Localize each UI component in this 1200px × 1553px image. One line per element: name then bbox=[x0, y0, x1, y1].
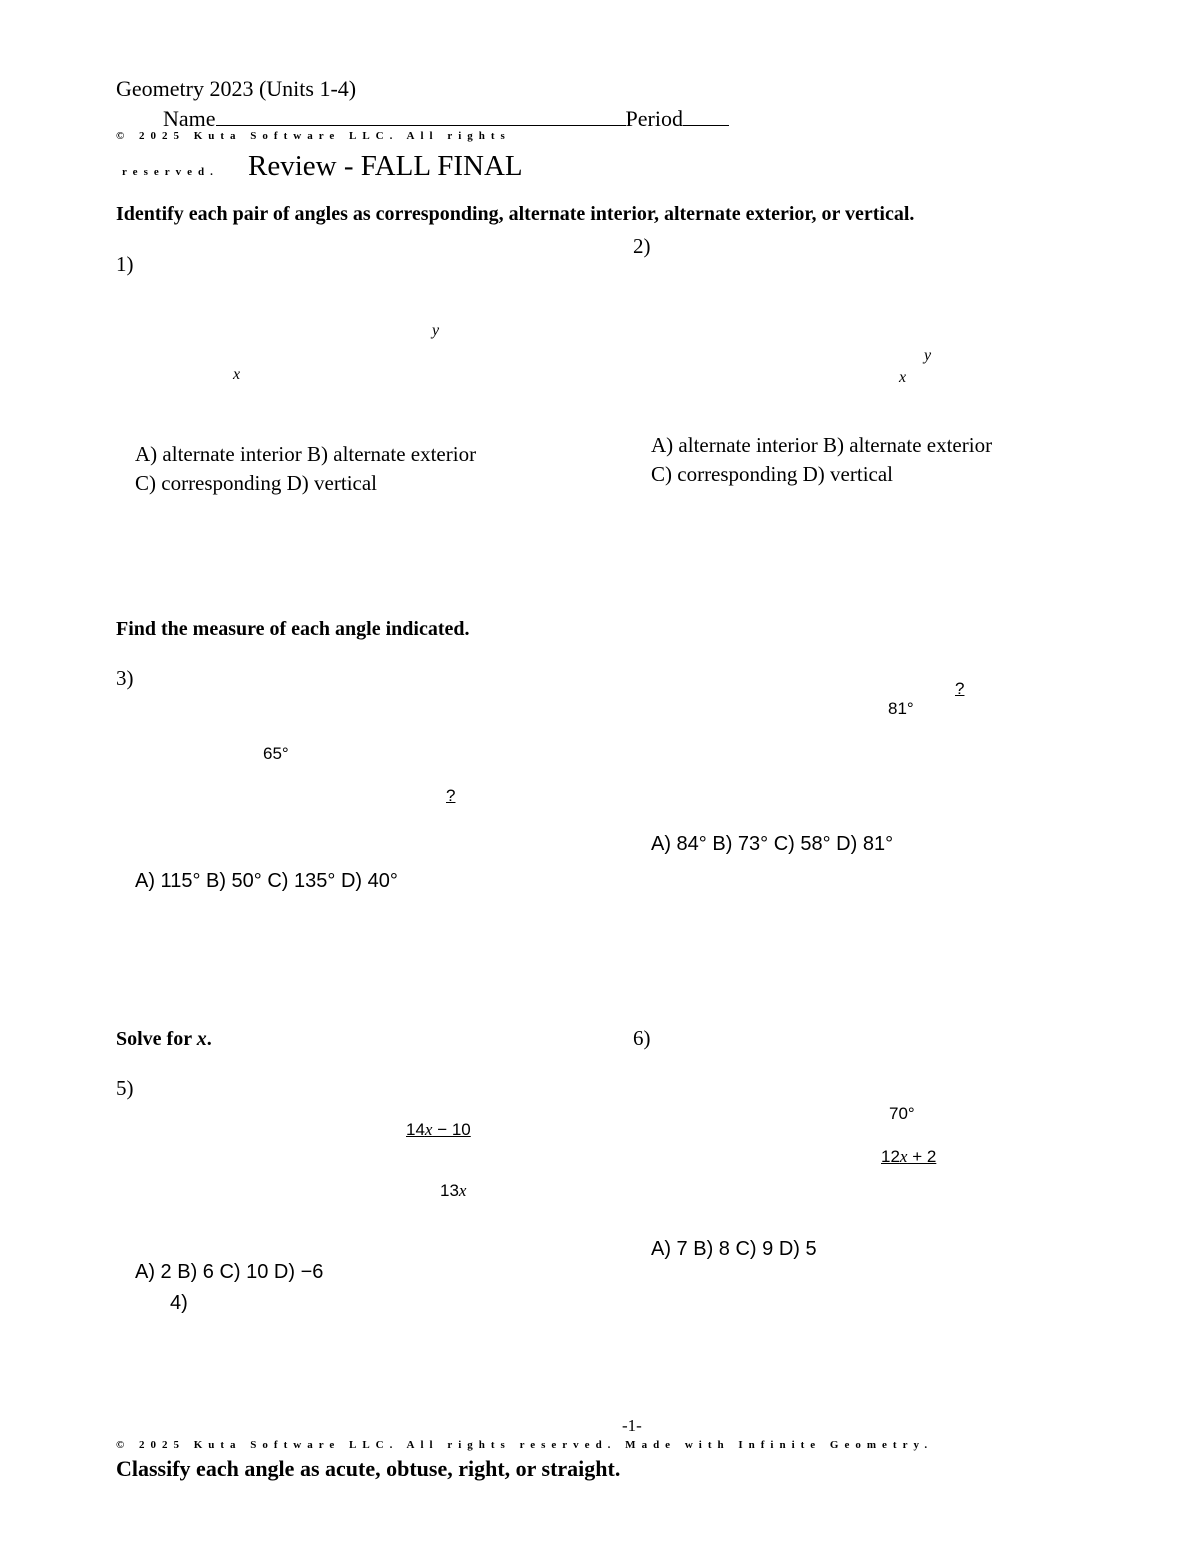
q2-label-x: x bbox=[899, 369, 907, 386]
copyright-footer: © 2025 Kuta Software LLC. All rights reserved. Made with Infinite Geometry. bbox=[116, 1439, 934, 1451]
q1-label-y: y bbox=[432, 322, 440, 339]
q5-expression-2: 13x bbox=[440, 1181, 467, 1200]
instruction-variable: x bbox=[196, 1028, 207, 1050]
period-blank bbox=[683, 109, 729, 126]
q1-options bbox=[135, 440, 476, 498]
q4-unknown-angle: ? bbox=[955, 679, 965, 698]
q2-options bbox=[651, 431, 992, 489]
q5-number: 5) bbox=[116, 1076, 134, 1100]
q1-options-line1: A) alternate interior B) alternate exterior bbox=[135, 442, 477, 466]
period-label: Period bbox=[625, 106, 683, 131]
copyright-header-line1: © 2025 Kuta Software LLC. All rights bbox=[116, 130, 511, 142]
name-label: Name bbox=[163, 106, 216, 131]
q4-given-angle: 81° bbox=[888, 699, 914, 718]
q3-number: 3) bbox=[116, 666, 134, 690]
next-section-instruction: Classify each angle as acute, obtuse, right, or straight. bbox=[116, 1456, 621, 1481]
q1-number: 1) bbox=[116, 252, 134, 276]
section3-instruction: Solve for x. bbox=[116, 1028, 212, 1050]
q2-options-line1: A) alternate interior B) alternate exterior bbox=[651, 433, 993, 457]
q3-options: A) 115° B) 50° C) 135° D) 40° bbox=[135, 870, 398, 892]
worksheet-title: Review - FALL FINAL bbox=[248, 150, 523, 182]
course-title: Geometry 2023 (Units 1-4) bbox=[116, 76, 357, 101]
q6-given-angle: 70° bbox=[889, 1104, 915, 1123]
q3-given-angle: 65° bbox=[263, 744, 289, 763]
q2-number: 2) bbox=[633, 234, 651, 258]
name-blank bbox=[216, 109, 626, 126]
q6-options: A) 7 B) 8 C) 9 D) 5 bbox=[651, 1238, 817, 1260]
section1-instruction: Identify each pair of angles as corresponding, alternate interior, alternate exterior, or vertical. bbox=[116, 203, 915, 225]
q5-expression-1: 14x − 10 bbox=[406, 1120, 471, 1139]
q6-expression: 12x + 2 bbox=[881, 1147, 937, 1166]
q5-options: A) 2 B) 6 C) 10 D) −6 bbox=[135, 1261, 324, 1283]
q1-options-line2: C) corresponding D) vertical bbox=[135, 471, 378, 495]
q4-number: 4) bbox=[170, 1292, 188, 1314]
copyright-header-line2: reserved. bbox=[122, 166, 219, 178]
q6-number: 6) bbox=[633, 1026, 651, 1050]
q3-unknown-angle: ? bbox=[446, 786, 456, 805]
section2-instruction: Find the measure of each angle indicated. bbox=[116, 618, 470, 640]
q4-options: A) 84° B) 73° C) 58° D) 81° bbox=[651, 833, 894, 855]
q2-label-y: y bbox=[924, 347, 932, 364]
name-period-line bbox=[163, 106, 729, 132]
q2-options-line2: C) corresponding D) vertical bbox=[651, 462, 894, 486]
page-number: -1- bbox=[622, 1416, 642, 1435]
q1-label-x: x bbox=[233, 366, 241, 383]
